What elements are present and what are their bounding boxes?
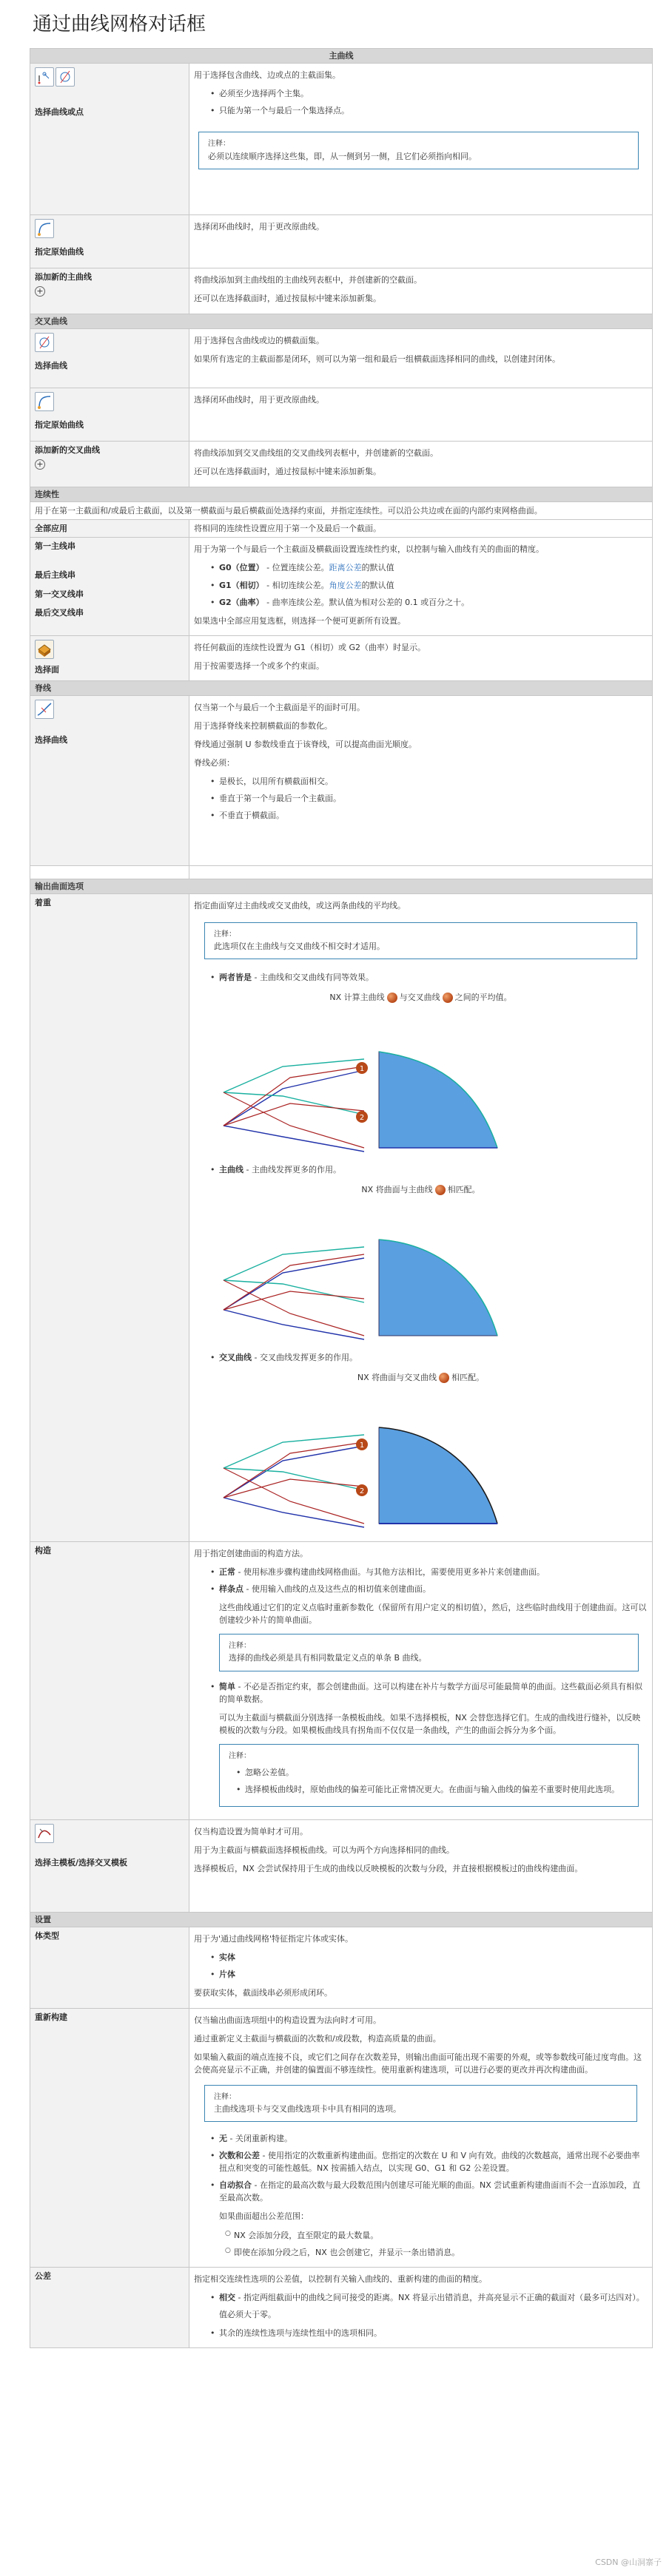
section-cross-curves: 交叉曲线: [30, 314, 653, 329]
row-specify-origin-curve: 指定原始曲线 选择闭环曲线时，用于更改原曲线。: [30, 215, 653, 268]
section-output-surface: 输出曲面选项: [30, 879, 653, 893]
row-continuity-intro: 用于在第一主截面和/或最后主截面，以及第一横截面与最后横截面处选择约束面，并指定连续性。可以沿公共边或在面的内部约束网格曲面。: [30, 502, 653, 520]
row-emphasis: 着重 指定曲面穿过主曲线或交叉曲线，或这两条曲线的平均线。 注释： 此选项仅在主曲线与交叉曲线不相交时才适用。 • 两者皆是 - 主曲线和交叉曲线有同等效果。 NX 计算主曲线 与交叉曲线 之间的平均值。 1 2 • 主曲线 - 主曲线发挥更多的作用。 NX 将曲面与主曲线 相匹配。 • 交叉曲线 - 交叉曲线发挥更多的作用。 NX 将曲面与交叉曲线 相匹配。 1 2: [30, 893, 653, 1541]
figure-caption: NX 计算主曲线 与交叉曲线 之间的平均值。: [329, 993, 512, 1003]
figure-caption: NX 将曲面与主曲线 相匹配。: [361, 1184, 480, 1194]
row-cross-select-curve: 选择曲线 用于选择包含曲线或边的横截面集。 如果所有选定的主截面都是闭环，则可以为第一组和最后一组横截面选择相同的曲线，以创建封闭体。: [30, 329, 653, 388]
figure-label: 1: [359, 1441, 365, 1450]
figure-label: 2: [359, 1113, 365, 1122]
row-construction: 构造 用于指定创建曲面的构造方法。 • 正常 - 使用标准步骤构建曲线网格曲面。与其他方法相比，需要使用更多补片来创建曲面。 • 样条点 - 使用输入曲线的点及这些点的相切值来创建曲面。 这些曲线通过它们的定义点临时重新参数化（保留所有用户定义的相切值），然后，这些临时曲线用于创建曲面。这可以创建较少补片的简单曲面。 注释： 选择的曲线必须是具有相同数量定义点的单条 B 曲线。 • 简单 - 不必是否指定约束，都会创建曲面。这可以构建在补片与数学方面尽可能最简单的曲面。这些截面必须具有相似的简单数据。 可以为主截面与横截面分别选择一条模板曲线。如果不选择模板，NX 会替您选择它们。生成的曲线进行缝补，以反映模板的次数与分段。如果模板曲线具有拐角而不仅仅是一条曲线，产生的曲面会拆分为多个面。 注释： • 忽略公差值。 • 选择模板曲线时，原始曲线的偏差可能比正常情况更大。在曲面与输入曲线的偏差不重要时使用此选项。: [30, 1541, 653, 1820]
origin-curve-icon[interactable]: [35, 219, 54, 238]
note-box: 注释： 主曲线选项卡与交叉曲线选项卡中具有相同的选项。: [204, 2085, 637, 2123]
add-new-set-icon[interactable]: +: [35, 459, 45, 470]
watermark: CSDN @山洞寨子: [595, 2557, 662, 2567]
section-continuity: 连续性: [30, 487, 653, 502]
row-spine-select-curve: 选择曲线 仅当第一个与最后一个主截面是平的面时可用。 用于选择脊线来控制横截面的参数化。 脊线通过强制 U 参数线垂直于该脊线，可以提高曲面光顺度。 脊线必须： • 是极长，以用所有横截面相交。 • 垂直于第一个与最后一个主截面。 • 不垂直于横截面。: [30, 695, 653, 865]
figure-caption: NX 将曲面与交叉曲线 相匹配。: [357, 1372, 485, 1382]
select-curve-or-point-label: 选择曲线或点: [35, 107, 84, 118]
template-curve-icon[interactable]: [35, 1824, 54, 1843]
figure-cross: [194, 1387, 505, 1535]
row-body-type: 体类型 用于为'通过曲线网格'特征指定片体或实体。 • 实体 • 片体 要获取实体，截面线串必须形成闭环。: [30, 1927, 653, 2008]
row-select-curve-or-point: 选择曲线或点 用于选择包含曲线、边或点的主截面集。 • 必须至少选择两个主集。 • 只能为第一个与最后一个集选择点。 注释： 必须以连续顺序选择这些集，即，从一侧到另一侧，且它们必须指向相同。: [30, 64, 653, 215]
options-table: [30, 48, 653, 2348]
row-select-face: 选择面 将任何截面的连续性设置为 G1（相切）或 G2（曲率）时显示。 用于按需要选择一个或多个约束面。: [30, 635, 653, 680]
page-title: 通过曲线网格对话框: [33, 13, 206, 36]
origin-curve-icon[interactable]: [35, 392, 54, 411]
row-tolerance: 公差 指定相交连续性选项的公差值，以控制有关输入曲线的、重新构建的曲面的精度。 • 相交 - 指定两组截面中的曲线之间可接受的距离。NX 将显示出错消息，并高亮显示不正确的截面对（最多可达四对）。 值必须大于零。 • 其余的连续性选项与连续性组中的选项相同。: [30, 2267, 653, 2347]
spine-curve-icon[interactable]: [35, 700, 54, 719]
select-curve-icon[interactable]: [35, 333, 54, 352]
figure-both: [194, 1007, 505, 1159]
select-point-icon[interactable]: [35, 67, 54, 87]
row-rebuild: 重新构建 仅当输出曲面选项组中的构造设置为法向时才可用。 通过重新定义主截面与横截面的次数和/或段数，构造高质量的曲面。 如果输入截面的端点连接不良，或它们之间存在次数差异，则输出曲面可能出现不需要的外观，或等参数线可能过度弯曲。这会使高亮显示不正确，并创建的偏置面不够连续性。使用重新构建选项，可以进行必要的更改并再次构建曲面。 注释： 主曲线选项卡与交叉曲线选项卡中具有相同的选项。 • 无 - 关闭重新构建。 • 次数和公差 - 使用指定的次数重新构建曲面。您指定的次数在 U 和 V 向有效。曲线的次数越高，通常出现不必要曲率扭点和突变的可能性越低。NX 按需插入结点，以实现 G0、G1 和 G2 公差设置。 • 自动拟合 - 在指定的最高次数与最大段数范围内创建尽可能光顺的曲面。NX 尝试重新构建曲面而不会一直添加段，直至最高次数。 如果曲面超出公差范围： ○ NX 会添加分段，直至限定的最大数量。 ○ 即使在添加分段之后，NX 也会创建它，并显示一条出错消息。: [30, 2008, 653, 2267]
row-cross-origin-curve: 指定原始曲线 选择闭环曲线时，用于更改原曲线。: [30, 388, 653, 442]
row-add-new-cross-curve: 添加新的交叉曲线 + 将曲线添加到交叉曲线组的交叉曲线列表框中，并创建新的空截面。 还可以在选择截面时，通过按鼠标中键来添加新集。: [30, 442, 653, 487]
section-spine: 脊线: [30, 680, 653, 695]
note-box: 注释： 此选项仅在主曲线与交叉曲线不相交时才适用。: [204, 922, 637, 960]
figure-label: 1: [359, 1064, 365, 1073]
note-box: 注释： 选择的曲线必须是具有相同数量定义点的单条 B 曲线。: [219, 1634, 639, 1671]
note-box: 注释： • 忽略公差值。 • 选择模板曲线时，原始曲线的偏差可能比正常情况更大。在曲面与输入曲线的偏差不重要时使用此选项。: [219, 1744, 639, 1808]
row-add-new-main-curve: 添加新的主曲线 + 将曲线添加到主曲线组的主曲线列表框中，并创建新的空截面。 还可以在选择截面时，通过按鼠标中键来添加新集。: [30, 268, 653, 314]
add-new-set-icon[interactable]: +: [35, 286, 45, 297]
figure-main: [194, 1199, 505, 1347]
select-face-icon[interactable]: [35, 640, 54, 659]
note-box: 注释： 必须以连续顺序选择这些集，即，从一侧到另一侧，且它们必须指向相同。: [198, 132, 639, 169]
section-settings: 设置: [30, 1913, 653, 1927]
figure-label: 2: [359, 1487, 365, 1495]
row-apply-all: 全部应用 将相同的连续性设置应用于第一个及最后一个截面。: [30, 520, 653, 538]
section-main-curves: 主曲线: [30, 49, 653, 64]
row-select-template: 选择主模板/选择交叉模板 仅当构造设置为简单时才可用。 用于为主截面与横截面选择模板曲线。可以为两个方向选择相同的曲线。 选择模板后，NX 会尝试保持用于生成的曲线以反映模板的次数与分段，并直接根据模板过的曲线构建曲面。: [30, 1820, 653, 1913]
select-curve-icon[interactable]: [56, 67, 75, 87]
row-continuity-strings: 第一主线串 最后主线串 第一交叉线串 最后交叉线串 用于为第一个与最后一个主截面及横截面设置连续性约束，以控制与输入曲线有关的曲面的精度。 • G0（位置） - 位置连续公差。距离公差的默认值 • G1（相切） - 相切连续公差。角度公差的默认值 • G2（曲率） - 曲率连续公差。默认值为相对公差的 0.1 或百分之十。 如果选中全部应用复选框，则选择一个便可更新所有设置。: [30, 538, 653, 635]
